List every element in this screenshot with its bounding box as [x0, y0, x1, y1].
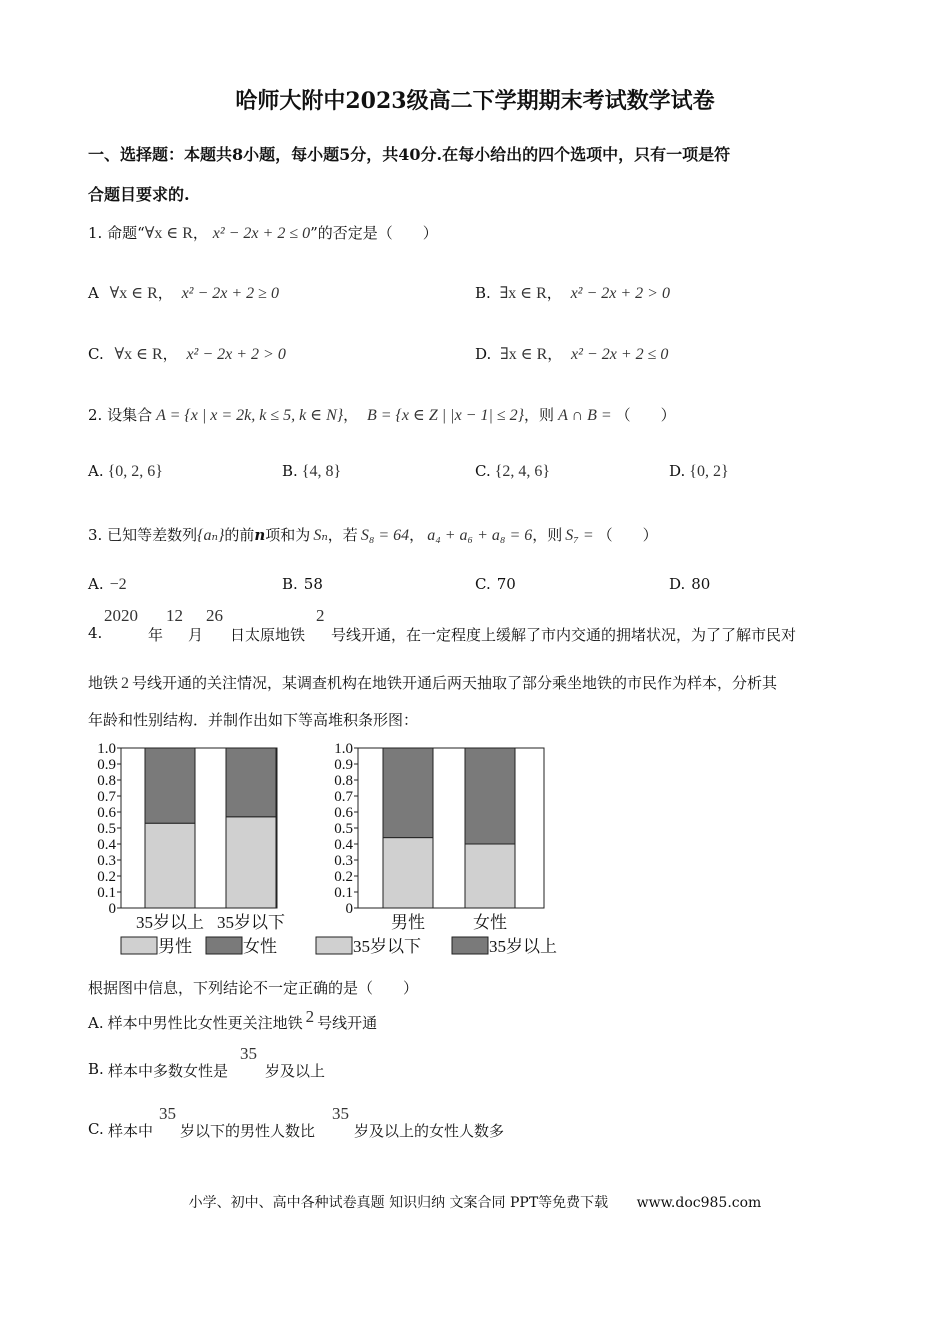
x-category-label: 女性 [473, 913, 507, 932]
q2-option-c[interactable] [475, 462, 550, 481]
q4-line2-post: 号线开通的关注情况，某调查机构在地铁开通后两天抽取了部分乘坐地铁的市民作为样本，分析其 [132, 674, 778, 692]
y-tick-label: 0.3 [334, 853, 353, 869]
q4-month-unit: 月 [188, 626, 204, 644]
q4-line2-pre: 地铁 [88, 674, 119, 692]
q2-paren: （ ） [615, 406, 676, 424]
option-post: 岁及以上的女性人数多 [354, 1122, 505, 1140]
y-tick-label: 0 [345, 901, 353, 917]
y-tick-label: 0 [108, 901, 116, 917]
option-math: {0, 2} [689, 463, 729, 480]
legend-swatch [316, 937, 352, 954]
option-math1: ∃x ∈ R [499, 285, 547, 302]
option-math: {2, 4, 6} [494, 463, 551, 480]
q3-option-b[interactable] [282, 575, 323, 593]
y-tick-label: 0.4 [334, 837, 353, 853]
option-label: C. [475, 575, 491, 593]
option-label: D. [669, 462, 686, 480]
q3-seq: {aₙ} [197, 527, 225, 544]
option-label: D. [669, 575, 686, 593]
q1-stem-comma: ， [192, 224, 208, 242]
y-tick-label: 0.2 [334, 869, 353, 885]
bar-segment [226, 748, 276, 817]
q2-option-b[interactable] [282, 462, 341, 481]
section-heading-line1: 一、选择题：本题共8小题，每小题5分，共40分.在每小给出的四个选项中，只有一项是符 [88, 145, 731, 164]
y-tick-label: 0.7 [97, 789, 116, 805]
bar-segment [465, 844, 515, 908]
q1-stem-math1: ∀x ∈ R [144, 225, 193, 242]
q1-stem [88, 222, 438, 243]
y-tick-label: 0.2 [97, 869, 116, 885]
option-pre: 样本中 [108, 1122, 154, 1140]
y-tick-label: 0.9 [97, 757, 116, 773]
footer-left: 小学、初中、高中各种试卷真题 知识归纳 文案合同 PPT等免费下载 [188, 1195, 609, 1211]
q2-set-b: B = {x ∈ Z | |x − 1| ≤ 2} [366, 407, 525, 424]
option-math2: x² − 2x + 2 > 0 [570, 285, 670, 302]
q4-option-c[interactable] [88, 1106, 608, 1146]
q3-target: S₇ = [565, 527, 594, 544]
bar-segment [383, 748, 433, 838]
option-label: C. [88, 345, 104, 363]
option-math1: ∀x ∈ R [114, 346, 163, 363]
x-category-label: 35岁以上 [136, 913, 204, 932]
q3-stem-mid3: ，若 [327, 526, 358, 544]
q4-month: 12 [166, 606, 183, 625]
option-math1: ∀x ∈ R [109, 285, 158, 302]
q4-question: 根据图中信息，下列结论不一定正确的是（ ） [88, 979, 419, 997]
q2-option-d[interactable] [669, 462, 729, 481]
option-label: B. [282, 462, 298, 480]
q4-num: 4. [88, 624, 103, 642]
y-tick-label: 0.5 [97, 821, 116, 837]
q1-option-c[interactable]: C. ∀x ∈ R， x² − 2x + 2 > 0 [88, 345, 286, 363]
option-label: B. [475, 284, 491, 302]
option-pre: 样本中男性比女性更关注地铁 [107, 1014, 303, 1032]
y-tick-label: 1.0 [97, 741, 116, 757]
q3-stem-mid2: 项和为 [265, 526, 311, 544]
q3-stem-mid1: 的前 [224, 526, 255, 544]
option-label: C. [475, 462, 491, 480]
legend-label: 女性 [243, 937, 277, 956]
bar-segment [226, 817, 276, 908]
y-tick-label: 0.8 [97, 773, 116, 789]
q2-expr: A ∩ B = [558, 407, 612, 424]
option-value: 80 [691, 575, 711, 593]
q1-option-d[interactable]: D. ∃x ∈ R， x² − 2x + 2 ≤ 0 [475, 345, 669, 363]
y-tick-label: 1.0 [334, 741, 353, 757]
q4-year: 2020 [104, 606, 138, 625]
section-heading-line2: 合题目要求的. [88, 185, 190, 204]
page-title: 哈师大附中2023级高二下学期期末考试数学试卷 [235, 88, 715, 114]
y-tick-label: 0.1 [334, 885, 353, 901]
option-value: 70 [496, 575, 516, 593]
q3-option-c[interactable] [475, 575, 516, 593]
y-tick-label: 0.3 [97, 853, 116, 869]
option-num: 2 [305, 1007, 315, 1026]
option-post: 号线开通 [317, 1014, 378, 1032]
option-post: 岁及以上 [265, 1062, 326, 1080]
option-math2: x² − 2x + 2 ≥ 0 [181, 285, 279, 302]
q3-paren: （ ） [597, 526, 658, 544]
option-label: A. [88, 1014, 104, 1032]
stacked-bar-charts [0, 735, 950, 965]
y-tick-label: 0.9 [334, 757, 353, 773]
option-value: −2 [109, 576, 127, 593]
y-tick-label: 0.6 [97, 805, 116, 821]
option-value: 58 [303, 575, 323, 593]
q4-stem-line3: 年龄和性别结构．并制作出如下等高堆积条形图： [88, 711, 419, 729]
q3-stem-pre: 3. 已知等差数列 [88, 526, 198, 544]
footer-link[interactable]: www.doc985.com [636, 1195, 762, 1211]
option-num: 35 [159, 1104, 176, 1123]
legend-swatch [121, 937, 157, 954]
y-tick-label: 0.4 [97, 837, 116, 853]
legend-swatch [206, 937, 242, 954]
bar-segment [145, 748, 195, 823]
bar-segment [145, 823, 195, 908]
legend-label: 35岁以上 [489, 937, 557, 956]
q3-sn: Sₙ [313, 527, 328, 544]
q2-stem-post: ，则 [524, 406, 555, 424]
q1-stem-post: ”的否定是（ ） [310, 224, 438, 242]
bar-segment [383, 838, 433, 908]
option-label: A [88, 284, 99, 302]
option-math1: ∃x ∈ R [500, 346, 548, 363]
q2-stem-pre: 2. 设集合 [88, 406, 153, 424]
q3-stem-mid4: ，则 [532, 526, 563, 544]
q3-option-d[interactable] [669, 575, 710, 593]
q2-option-a[interactable] [88, 462, 163, 481]
option-pre: 样本中多数女性是 [108, 1062, 229, 1080]
option-label: B. [88, 1060, 104, 1078]
q4-text1: 日太原地铁 [230, 626, 306, 644]
y-tick-label: 0.1 [97, 885, 116, 901]
page-footer [0, 1192, 950, 1212]
option-math2: x² − 2x + 2 > 0 [186, 346, 286, 363]
option-label: D. [475, 345, 492, 363]
y-tick-label: 0.6 [334, 805, 353, 821]
legend-label: 35岁以下 [353, 937, 421, 956]
y-tick-label: 0.7 [334, 789, 353, 805]
option-math: {4, 8} [301, 463, 342, 480]
q3-stem: 3. 已知等差数列{aₙ}的前n项和为 Sₙ，若 S₈ = 64， a₄ + a₆ + a₈ = 6，则 S₇ = （ ） [88, 526, 658, 544]
option-label: B. [282, 575, 298, 593]
q1-stem-math2: x² − 2x + 2 ≤ 0 [212, 225, 311, 242]
q1-stem-pre: 1. 命题“ [88, 224, 145, 242]
q3-cond2: a₄ + a₆ + a₈ = 6 [427, 527, 533, 544]
x-category-label: 男性 [391, 913, 425, 932]
y-tick-label: 0.8 [334, 773, 353, 789]
option-math: {0, 2, 6} [107, 463, 163, 480]
legend-label: 男性 [158, 937, 192, 956]
option-label: A. [88, 462, 104, 480]
q1-option-a[interactable]: A ∀x ∈ R， x² − 2x + 2 ≥ 0 [88, 284, 279, 302]
q3-n: n [254, 526, 266, 544]
q3-option-a[interactable] [88, 575, 127, 594]
q4-year-unit: 年 [148, 626, 164, 644]
bar-segment [465, 748, 515, 844]
q4-day: 26 [206, 606, 223, 625]
q4-stem-line2 [88, 672, 777, 693]
q2-set-a: A = {x | x = 2k, k ≤ 5, k ∈ N} [156, 407, 344, 424]
q4-text2: 号线开通，在一定程度上缓解了市内交通的拥堵状况，为了了解市民对 [331, 626, 797, 644]
q4-option-a[interactable] [88, 1007, 378, 1033]
q1-option-b[interactable]: B. ∃x ∈ R， x² − 2x + 2 > 0 [475, 284, 670, 302]
q2-stem: 2. 设集合 A = {x | x = 2k, k ≤ 5, k ∈ N}， B = {x ∈ Z | |x − 1| ≤ 2}，则 A ∩ B = （ ） [88, 406, 676, 424]
option-math2: x² − 2x + 2 ≤ 0 [571, 346, 669, 363]
q4-line-no: 2 [316, 606, 325, 625]
option-label: C. [88, 1120, 104, 1138]
q3-cond1: S₈ = 64 [360, 527, 410, 544]
option-label: A. [88, 575, 104, 593]
y-tick-label: 0.5 [334, 821, 353, 837]
legend-swatch [452, 937, 488, 954]
q4-option-b[interactable] [88, 1046, 488, 1086]
x-category-label: 35岁以下 [217, 913, 285, 932]
option-num2: 35 [332, 1104, 349, 1123]
option-mid: 岁以下的男性人数比 [180, 1122, 316, 1140]
q4-line2-no: 2 [121, 675, 130, 692]
option-num: 35 [240, 1044, 257, 1063]
